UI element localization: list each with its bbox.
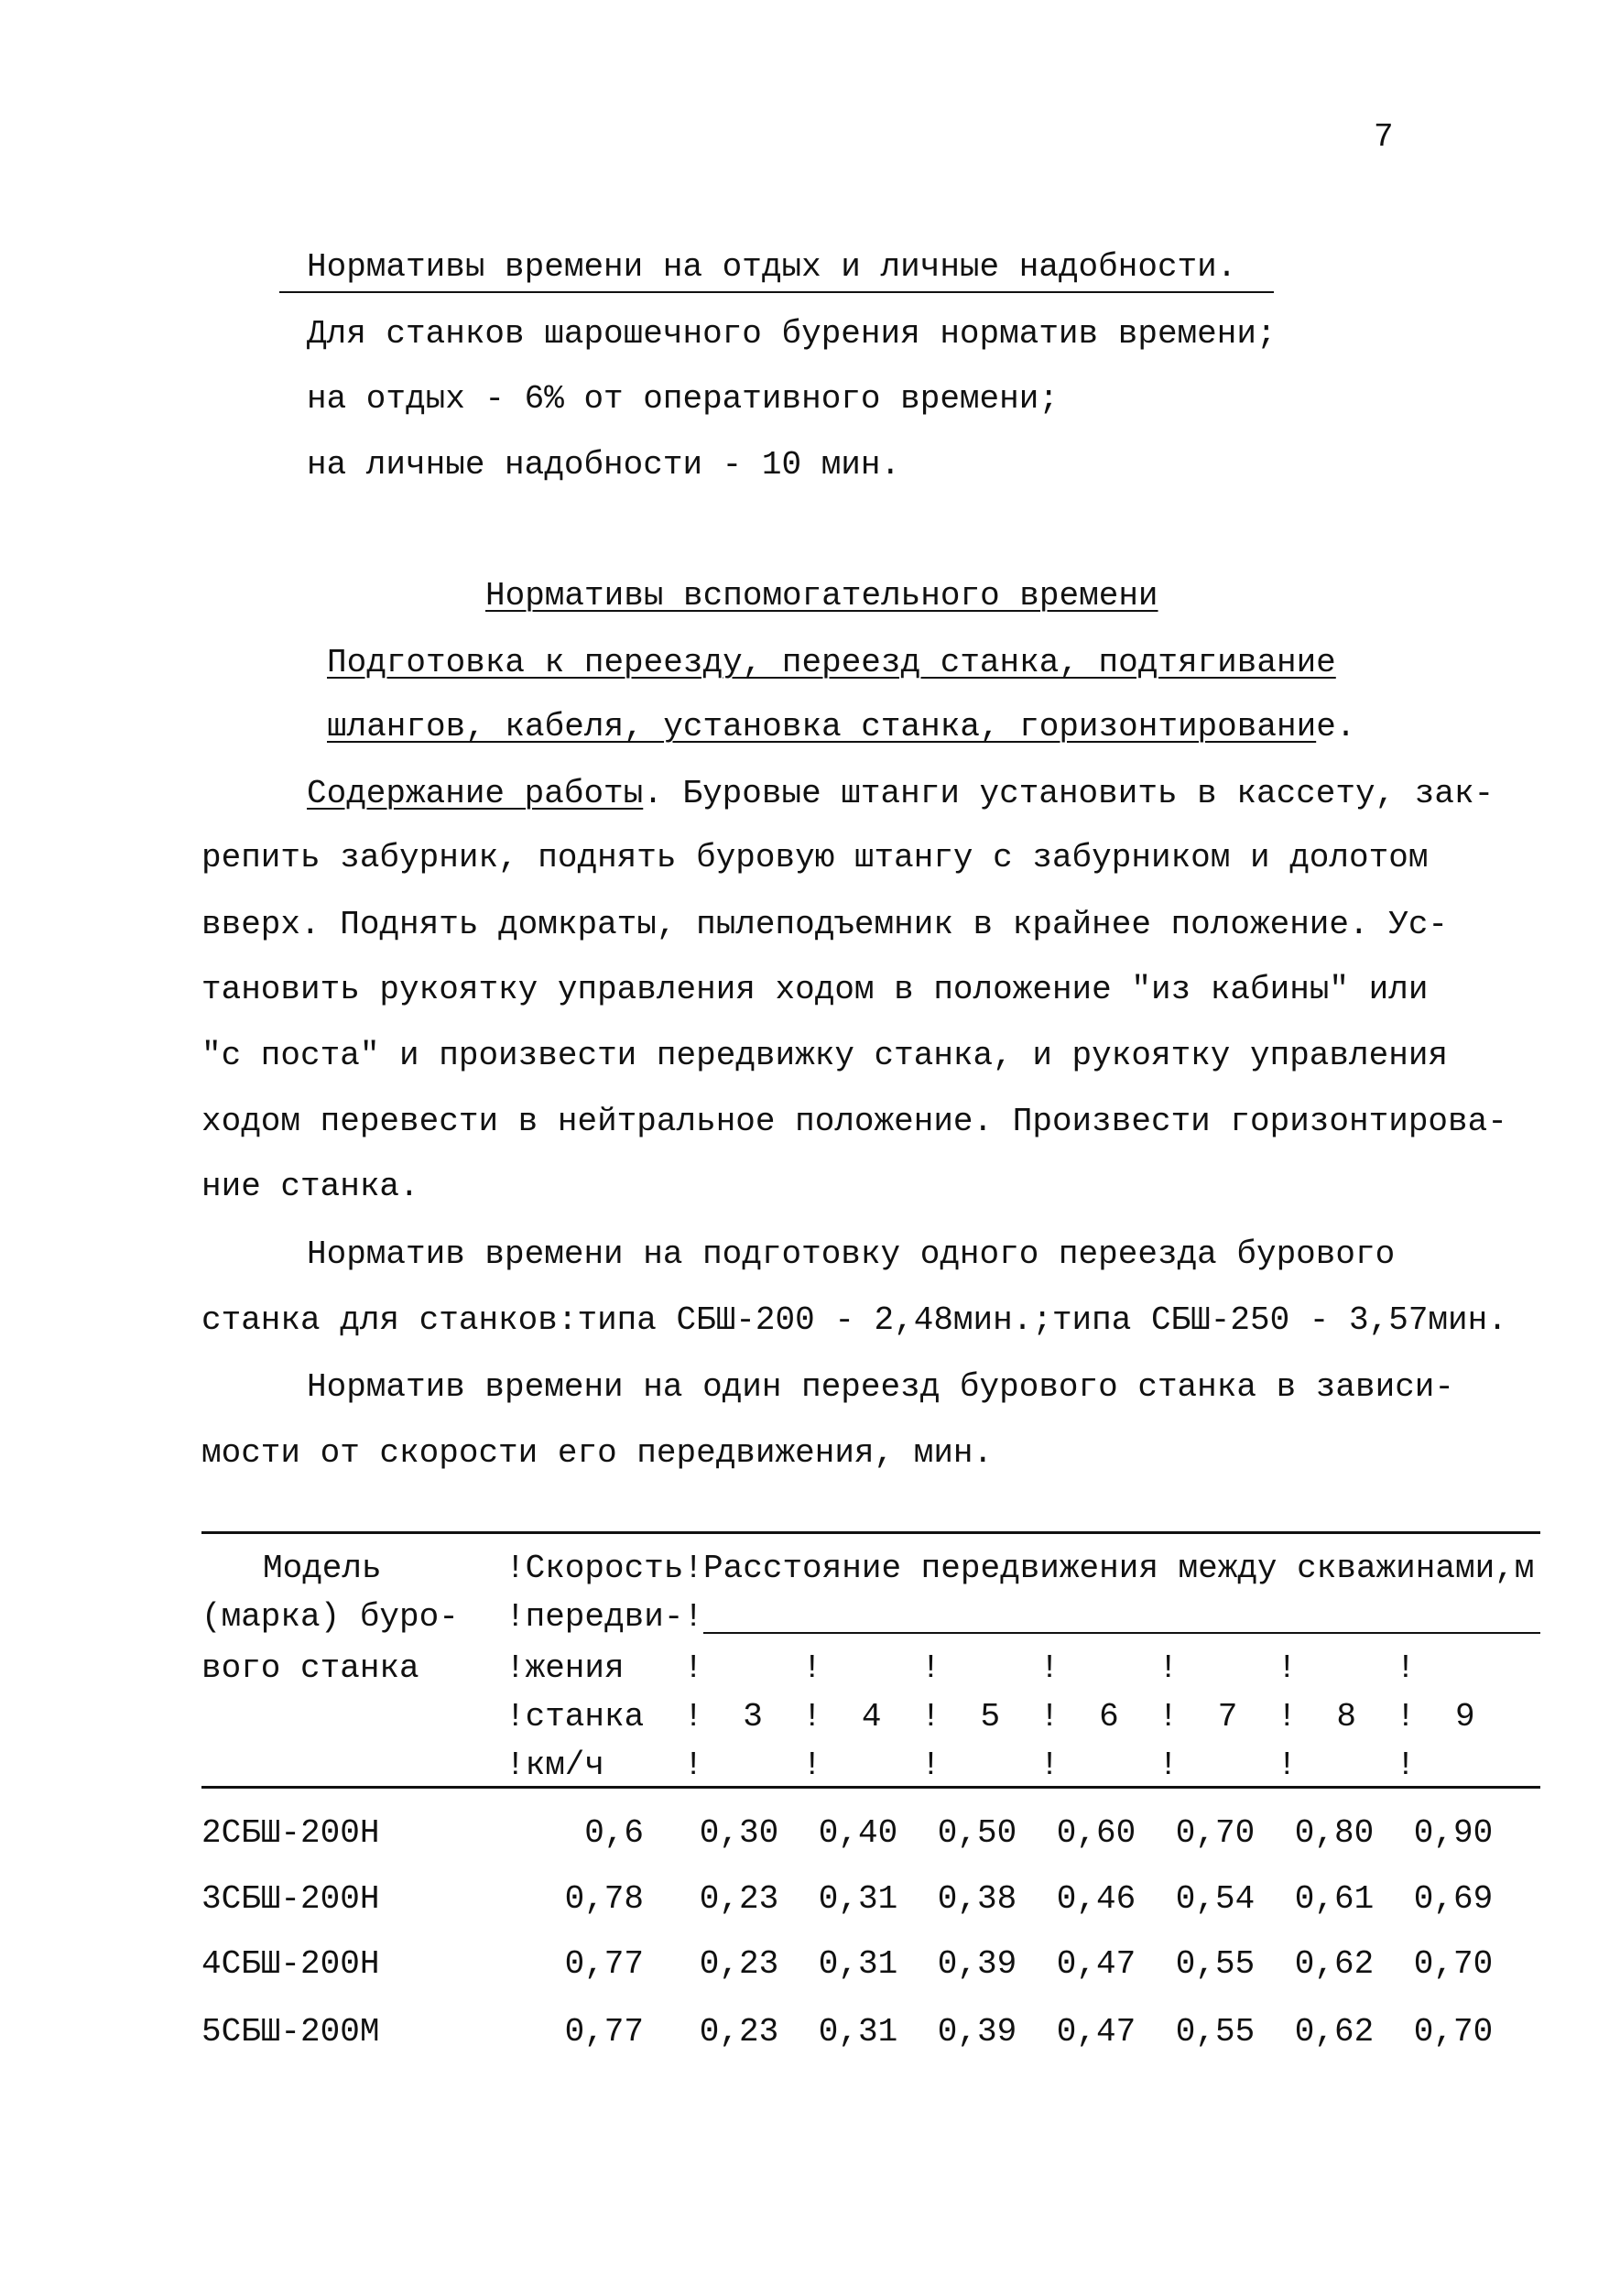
time-cell: 0,46: [1056, 1880, 1136, 1918]
speed-cell: 0,77: [564, 1945, 644, 1983]
time-cell: 0,23: [699, 1945, 779, 1983]
header-row: !км/ч ! ! ! ! ! ! !: [506, 1746, 1416, 1784]
text-line: на отдых - 6% от оперативного времени;: [307, 380, 1059, 418]
heading-underline: [279, 291, 1274, 293]
time-cell: 0,55: [1175, 1945, 1256, 1983]
text-line: мости от скорости его передвижения, мин.: [201, 1434, 994, 1472]
time-cell: 0,40: [818, 1814, 898, 1852]
header-sub-rule: [703, 1632, 1540, 1634]
time-cell: 0,38: [937, 1880, 1017, 1918]
text-line: станка для станков:типа СБШ-200 - 2,48мин.;типа СБШ-250 - 3,57мин.: [201, 1301, 1507, 1339]
text-line: вверх. Поднять домкраты, пылеподъемник в крайнее положение. Ус-: [201, 906, 1449, 943]
time-cell: 0,50: [937, 1814, 1017, 1852]
header-row: !Скорость!Расстояние передвижения между скважинами,м: [506, 1550, 1535, 1587]
subheading: [327, 709, 1355, 745]
text-line: ходом перевести в нейтральное положение. Произвести горизонтирова-: [201, 1103, 1507, 1140]
subheading: Подготовка к переезду, переезд станка, подтягивание: [327, 644, 1336, 681]
time-cell: 0,62: [1294, 1945, 1375, 1983]
time-cell: 0,54: [1175, 1880, 1256, 1918]
text-line: Норматив времени на подготовку одного переезда бурового: [307, 1235, 1396, 1273]
model-cell: 3СБШ-200Н: [201, 1880, 380, 1918]
time-cell: 0,62: [1294, 2013, 1375, 2051]
speed-cell: 0,78: [564, 1880, 644, 1918]
time-cell: 0,90: [1413, 1814, 1494, 1852]
time-cell: 0,69: [1413, 1880, 1494, 1918]
model-cell: 4СБШ-200Н: [201, 1945, 380, 1983]
speed-cell: 0,77: [564, 2013, 644, 2051]
section-heading-auxiliary: Нормативы вспомогательного времени: [485, 577, 1158, 615]
text-line: Для станков шарошечного бурения норматив времени;: [307, 315, 1277, 353]
time-cell: 0,23: [699, 2013, 779, 2051]
content-first-line: [307, 776, 1494, 812]
time-cell: 0,70: [1175, 1814, 1256, 1852]
time-cell: 0,31: [818, 1880, 898, 1918]
text-line: Норматив времени на один переезд бурового станка в зависи-: [307, 1368, 1455, 1406]
time-cell: 0,31: [818, 2013, 898, 2051]
model-cell: 2СБШ-200Н: [201, 1814, 380, 1852]
header-row: !передви-!: [506, 1598, 704, 1636]
section-heading-rest: Нормативы времени на отдых и личные надобности.: [307, 248, 1237, 286]
table-header-rule: [201, 1786, 1540, 1789]
speed-cell: 0,6: [584, 1814, 644, 1852]
model-cell: 5СБШ-200М: [201, 2013, 380, 2051]
subheading-text: шлангов, кабеля, установка станка, горизонтировани: [327, 708, 1317, 745]
time-cell: 0,70: [1413, 2013, 1494, 2051]
time-cell: 0,23: [699, 1880, 779, 1918]
text-line: репить забурник, поднять буровую штангу с забурником и долотом: [201, 839, 1429, 876]
header-model: (марка) буро-: [201, 1598, 459, 1636]
time-cell: 0,47: [1056, 2013, 1136, 2051]
time-cell: 0,55: [1175, 2013, 1256, 2051]
time-cell: 0,39: [937, 1945, 1017, 1983]
header-model: вого станка: [201, 1649, 419, 1687]
subheading-tail: е.: [1316, 708, 1356, 745]
header-model: Модель: [263, 1550, 382, 1587]
time-cell: 0,70: [1413, 1945, 1494, 1983]
time-cell: 0,39: [937, 2013, 1017, 2051]
table-top-rule: [201, 1531, 1540, 1534]
content-text: . Буровые штанги установить в кассету, зак-: [643, 775, 1495, 812]
text-line: ние станка.: [201, 1168, 419, 1205]
header-row: !станка ! 3 ! 4 ! 5 ! 6 ! 7 ! 8 ! 9: [506, 1698, 1475, 1736]
time-cell: 0,31: [818, 1945, 898, 1983]
text-line: на личные надобности - 10 мин.: [307, 446, 901, 484]
text-line: "с поста" и произвести передвижку станка, и рукоятку управления: [201, 1037, 1449, 1074]
time-cell: 0,61: [1294, 1880, 1375, 1918]
time-cell: 0,30: [699, 1814, 779, 1852]
time-cell: 0,60: [1056, 1814, 1136, 1852]
content-label: Содержание работы: [307, 775, 644, 812]
page-number: 7: [1374, 118, 1394, 156]
header-row: !жения ! ! ! ! ! ! !: [506, 1649, 1416, 1687]
time-cell: 0,47: [1056, 1945, 1136, 1983]
time-cell: 0,80: [1294, 1814, 1375, 1852]
text-line: тановить рукоятку управления ходом в положение "из кабины" или: [201, 971, 1429, 1008]
